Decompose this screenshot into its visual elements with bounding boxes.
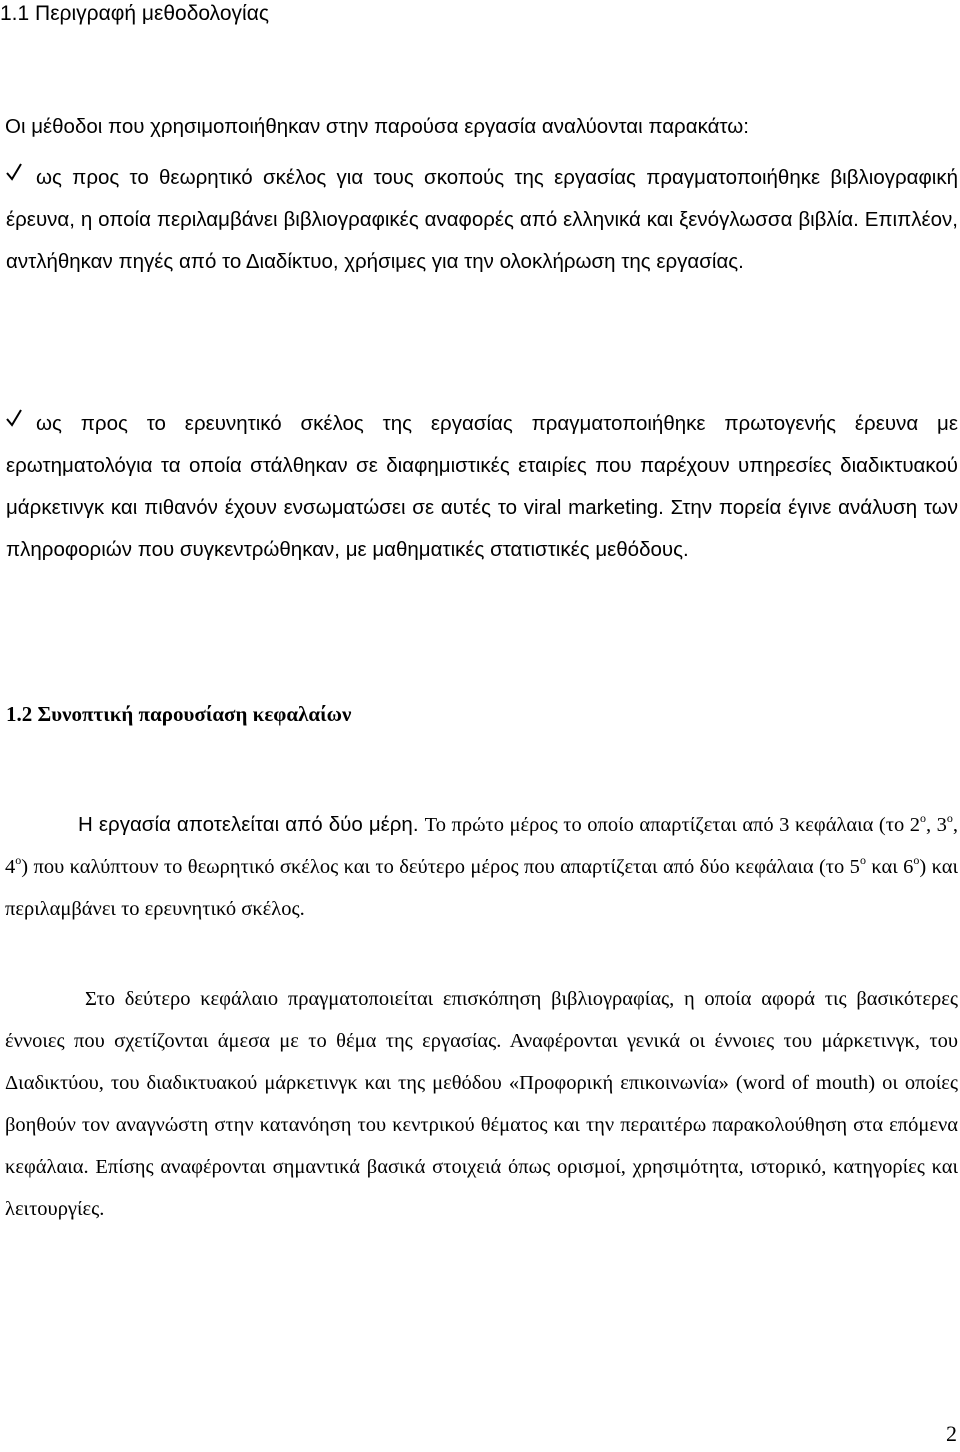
bullet-research (6, 403, 958, 571)
checkmark-icon (6, 162, 22, 182)
bullet-theoretical-text: ως προς το θεωρητικό σκέλος για τους σκοπούς της εργασίας πραγματοποιήθηκε βιβλιογραφική έρευνα, η οποία περιλαμβάνει βιβλιογραφικές αναφορές από ελληνικά και ξενόγλωσσα βιβλία. Επιπλέον, αντλήθηκαν πηγές από το Διαδίκτυο, χρήσιμες για την ολοκλήρωση της εργασίας. (6, 166, 958, 273)
page-number: 2 (946, 1421, 957, 1446)
chapters-paragraph-2: Στο δεύτερο κεφάλαιο πραγματοποιείται επισκόπηση βιβλιογραφίας, η οποία αφορά τις βασικότερες έννοιες που σχετίζονται άμεσα με το θέμα της εργασίας. Αναφέρονται γενικά οι έννοιες του μάρκετινγκ, του Διαδικτύου, του διαδικτυακού μάρκετινγκ και της μεθόδου «Προφορική επικοινωνία» (word of mouth) οι οποίες βοηθούν τον αναγνώστη στην κατανόηση του κεντρικού θέματος και την περαιτέρω παρακολούθηση στα επόμενα κεφάλαια. Επίσης αναφέρονται σημαντικά βασικά στοιχειά όπως ορισμοί, χρησιμότητα, ιστορικό, κατηγορίες και λειτουργίες. (5, 988, 958, 1220)
methodology-intro: Οι μέθοδοι που χρησιμοποιήθηκαν στην παρούσα εργασία αναλύονται παρακάτω: (5, 115, 749, 138)
bullet-theoretical (6, 157, 958, 283)
bullet-research-text: ως προς το ερευνητικό σκέλος της εργασίας πραγματοποιήθηκε πρωτογενής έρευνα με ερωτηματολόγια τα οποία στάλθηκαν σε διαφημιστικές εταιρίες που παρέχουν υπηρεσίες διαδικτυακού μάρκετινγκ και πιθανόν έχουν ενσωματώσει σε αυτές το viral marketing. Στην πορεία έγινε ανάλυση των πληροφοριών που συγκεντρώθηκαν, με μαθηματικές στατιστικές μεθόδους. (6, 412, 958, 561)
section-heading-chapters: 1.2 Συνοπτική παρουσίαση κεφαλαίων (6, 702, 352, 726)
section-heading-methodology: 1.1 Περιγραφή μεθοδολογίας (0, 2, 269, 25)
chapters-paragraph-1: Η εργασία αποτελείται από δύο μέρη. Το πρώτο μέρος το οποίο απαρτίζεται από 3 κεφάλαια (το $2^o$, $3^o$, $4^o$) που καλύπτουν το θεωρητικό σκέλος και το δεύτερο μέρος που απαρτίζεται από δύο κεφάλαια (το $5^o$ και $6^o$) και περιλαμβάνει το ερευνητικό σκέλος. (5, 811, 959, 920)
checkmark-icon (6, 408, 22, 428)
